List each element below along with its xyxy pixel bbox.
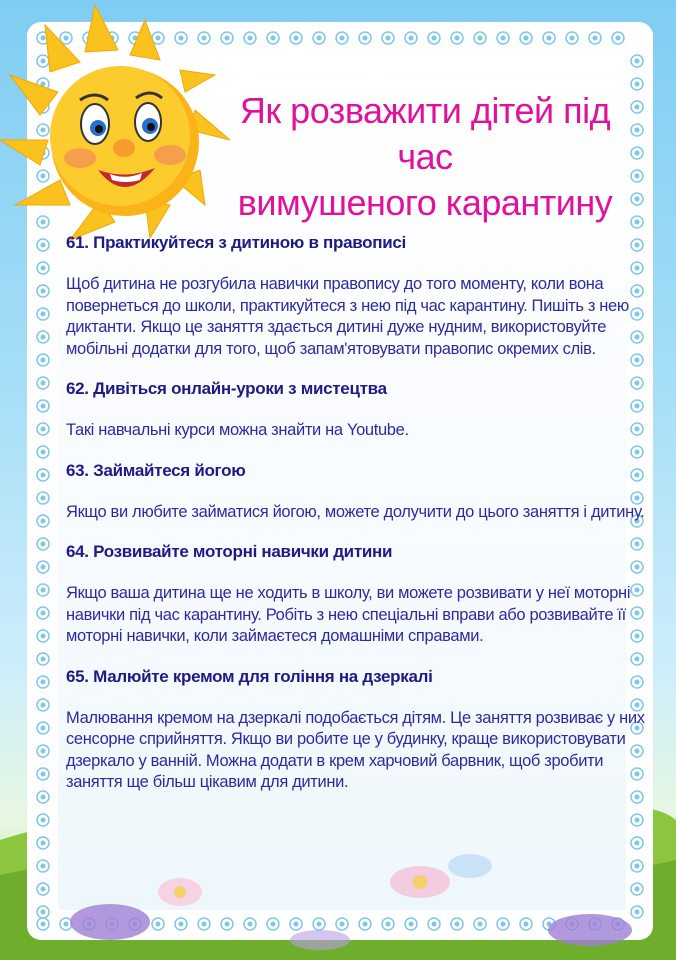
frame-dot-center (635, 220, 640, 225)
frame-dot-center (271, 36, 276, 41)
frame-dot-center (455, 36, 460, 41)
section-62 (66, 378, 651, 442)
frame-dot-center (432, 36, 437, 41)
frame-dot-center (41, 634, 46, 639)
section-heading: 61. Практикуйтеся з дитиною в правописі (66, 233, 406, 252)
frame-dot-center (635, 59, 640, 64)
title-line-2: вимушеного карантину (237, 182, 613, 223)
frame-dot-center (386, 36, 391, 41)
frame-dot-center (41, 680, 46, 685)
frame-dot-center (501, 36, 506, 41)
frame-dot-center (524, 36, 529, 41)
frame-dot-center (41, 312, 46, 317)
frame-dot-center (41, 726, 46, 731)
section-heading: 62. Дивіться онлайн-уроки з мистецтва (66, 379, 387, 398)
frame-dot-center (635, 197, 640, 202)
frame-dot-center (616, 36, 621, 41)
frame-dot-center (41, 381, 46, 386)
frame-dot-center (547, 36, 552, 41)
frame-dot-center (41, 703, 46, 708)
section-body: Малювання кремом на дзеркалі подобається дітям. Це заняття розвиває у них сенсорне сприйняття. Якщо ви робите це у будинку, краще використовувати дзеркало у ванній. Можна додати в крем харчовий барвник, щоб зробити заняття ще більш цікавим для дитини. (66, 708, 645, 791)
frame-dot-center (41, 519, 46, 524)
frame-dot-center (340, 36, 345, 41)
section-heading: 63. Займайтеся йогою (66, 460, 246, 480)
frame-dot-center (41, 657, 46, 662)
frame-dot-center (41, 565, 46, 570)
sun-illustration (0, 0, 240, 250)
tips-content (66, 232, 651, 812)
section-65 (66, 666, 651, 794)
frame-dot-center (248, 36, 253, 41)
frame-dot-center (41, 772, 46, 777)
frame-dot-center (41, 266, 46, 271)
frame-dot-center (570, 36, 575, 41)
frame-dot-center (41, 795, 46, 800)
frame-dot-center (363, 36, 368, 41)
frame-dot-center (41, 289, 46, 294)
frame-dot-center (635, 105, 640, 110)
frame-dot-center (41, 611, 46, 616)
frame-dot-center (317, 36, 322, 41)
section-heading: 65. Малюйте кремом для гоління на дзеркалі (66, 666, 433, 686)
frame-dot-center (593, 36, 598, 41)
section-63 (66, 460, 651, 524)
frame-dot-center (478, 36, 483, 41)
section-61 (66, 232, 651, 360)
frame-dot-center (635, 128, 640, 133)
frame-dot-center (635, 82, 640, 87)
frame-dot-center (41, 542, 46, 547)
frame-dot-center (294, 36, 299, 41)
frame-dot-center (41, 818, 46, 823)
flowers-illustration (0, 830, 676, 960)
section-heading: 64. Розвивайте моторні навички дитини (66, 542, 393, 561)
frame-dot-center (635, 151, 640, 156)
page-title (215, 88, 635, 226)
frame-dot-center (41, 473, 46, 478)
frame-dot-center (41, 404, 46, 409)
frame-dot-center (41, 588, 46, 593)
frame-dot-center (41, 450, 46, 455)
frame-dot-center (41, 749, 46, 754)
frame-dot-center (41, 427, 46, 432)
title-line-1: Як розважити дітей під час (239, 90, 611, 177)
frame-dot-center (635, 174, 640, 179)
section-body: Якщо ваша дитина ще не ходить в школу, ви можете розвивати у неї моторні навички під час карантину. Робіть з нею спеціальні вправи або розвивайте її моторні навички, коли займаєтеся домашніми справами. (66, 584, 631, 645)
frame-dot-center (635, 818, 640, 823)
section-body: Щоб дитина не розгубила навички правопису до того моменту, коли вона повернеться до школи, практикуйтеся з нею під час карантину. Пишіть з нею диктанти. Якщо це заняття здається дитині дуже нудним, використовуйте мобільні додатки для того, щоб запам'ятовувати правопис окремих слів. (66, 275, 629, 358)
section-64 (66, 541, 651, 648)
section-body: Такі навчальні курси можна знайти на Youtube. (66, 421, 409, 439)
frame-dot-center (41, 335, 46, 340)
frame-dot-center (41, 496, 46, 501)
frame-dot-center (41, 358, 46, 363)
frame-dot-center (409, 36, 414, 41)
section-body: Якщо ви любите займатися йогою, можете долучити до цього заняття і дитину. (66, 502, 645, 521)
